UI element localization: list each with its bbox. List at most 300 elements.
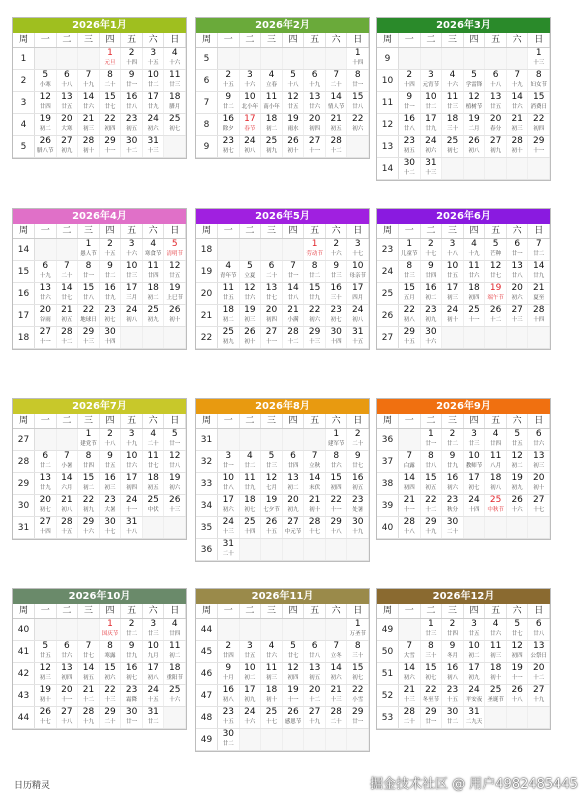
day-cell: [164, 641, 186, 662]
week-row: [196, 619, 369, 641]
empty-day-cell: [240, 48, 262, 69]
day-number: 18: [169, 92, 181, 102]
day-cell: [261, 663, 283, 684]
day-cell: [304, 685, 326, 706]
lunar-label: 十九: [309, 719, 321, 725]
week-number: 22: [196, 327, 218, 348]
day-cell: [399, 261, 421, 282]
lunar-label: 廿五: [169, 273, 181, 279]
day-number: 17: [147, 92, 159, 102]
lunar-label: 初十: [244, 339, 256, 345]
lunar-label: 初十: [39, 697, 51, 703]
day-number: 6: [492, 70, 499, 80]
day-cell: [326, 641, 348, 662]
day-cell: [164, 70, 186, 91]
day-number: 18: [489, 473, 502, 483]
lunar-label: 初四: [468, 295, 480, 301]
empty-day-cell: [283, 619, 305, 640]
day-number: 15: [352, 663, 364, 673]
weekday-label: 日: [164, 33, 186, 47]
day-number: 26: [265, 517, 278, 527]
weekday-label: 六: [507, 33, 529, 47]
empty-day-cell: [507, 158, 529, 179]
day-cell: [347, 48, 369, 69]
day-number: 22: [104, 114, 116, 124]
day-number: 20: [61, 114, 73, 124]
day-cell: [304, 641, 326, 662]
day-number: 17: [446, 283, 459, 293]
lunar-label: 十四: [330, 339, 342, 345]
lunar-label: 立春: [265, 82, 277, 88]
day-cell: [121, 283, 143, 304]
day-number: 26: [169, 305, 181, 315]
day-cell: [240, 305, 262, 326]
footer-label: 日历精灵: [14, 781, 51, 791]
day-number: 3: [471, 619, 477, 629]
empty-day-cell: [240, 539, 262, 560]
lunar-label: 初九: [82, 507, 94, 513]
day-number: 16: [446, 663, 459, 673]
lunar-label: 二九天: [465, 719, 483, 725]
day-cell: [507, 685, 529, 706]
week-number: 18: [13, 327, 35, 348]
weekday-header: [13, 224, 186, 239]
day-number: 12: [169, 261, 181, 271]
day-number: 26: [39, 707, 52, 717]
day-cell: [442, 451, 464, 472]
lunar-label: 十五: [222, 719, 234, 725]
lunar-label: 初五: [403, 148, 415, 154]
lunar-label: 初五: [126, 126, 138, 132]
day-number: 9: [128, 70, 135, 80]
lunar-label: 初九: [61, 148, 73, 154]
week-number: 40: [377, 517, 399, 538]
empty-day-cell: [57, 429, 79, 450]
empty-day-cell: [78, 48, 100, 69]
day-cell: [485, 495, 507, 516]
week-number: 26: [377, 305, 399, 326]
day-number: 17: [222, 495, 235, 505]
lunar-label: 初六: [104, 675, 116, 681]
day-cell: [421, 429, 443, 450]
day-number: 26: [511, 685, 523, 695]
day-number: 13: [61, 92, 73, 102]
lunar-label: 十八: [446, 251, 458, 257]
weekday-label: 六: [326, 414, 348, 428]
day-number: 12: [244, 283, 256, 293]
day-number: 19: [244, 305, 256, 315]
weekday-label: 一: [399, 414, 421, 428]
lunar-label: 十九: [309, 82, 321, 88]
day-cell: [399, 92, 421, 113]
lunar-label: 十二: [126, 148, 138, 154]
lunar-label: 初六: [425, 148, 437, 154]
weekday-label: 五: [485, 414, 507, 428]
day-cell: [164, 685, 186, 706]
day-number: 10: [425, 92, 437, 102]
day-cell: [304, 239, 326, 260]
day-cell: [57, 114, 79, 135]
day-cell: [326, 707, 348, 728]
week-number: 13: [377, 136, 399, 157]
lunar-label: 初六: [147, 126, 159, 132]
lunar-label: 春分: [490, 126, 502, 132]
empty-day-cell: [35, 48, 57, 69]
week-row: [196, 261, 369, 283]
day-cell: [304, 517, 326, 538]
lunar-label: 九月: [147, 653, 159, 659]
lunar-label: 廿四: [222, 653, 234, 659]
lunar-label: 十八: [104, 441, 116, 447]
lunar-label: 处暑: [352, 507, 364, 513]
empty-day-cell: [399, 429, 421, 450]
week-number: 19: [196, 261, 218, 282]
lunar-label: 冬月: [446, 653, 458, 659]
day-cell: [78, 495, 100, 516]
empty-day-cell: [35, 429, 57, 450]
day-number: 14: [82, 663, 95, 673]
day-number: 2: [128, 48, 135, 58]
day-cell: [464, 261, 486, 282]
day-cell: [485, 451, 507, 472]
weekday-label: 一: [218, 224, 240, 238]
lunar-label: 廿八: [82, 295, 94, 301]
day-number: 24: [125, 495, 138, 505]
week-row: [377, 473, 550, 495]
lunar-label: 二十: [330, 719, 342, 725]
day-cell: [261, 305, 283, 326]
day-number: 9: [406, 92, 413, 102]
lunar-label: 廿六: [82, 104, 94, 110]
day-number: 23: [125, 114, 138, 124]
day-cell: [347, 327, 369, 348]
weekday-label: 五: [485, 33, 507, 47]
day-number: 22: [308, 305, 321, 315]
week-number: 15: [13, 261, 35, 282]
day-number: 18: [265, 114, 278, 124]
day-number: 25: [489, 685, 502, 695]
day-cell: [261, 641, 283, 662]
day-cell: [485, 619, 507, 640]
empty-day-cell: [421, 48, 443, 69]
lunar-label: 初九: [511, 485, 523, 491]
day-cell: [399, 707, 421, 728]
day-cell: [399, 239, 421, 260]
day-number: 27: [489, 136, 502, 146]
month-title: 2026年8月: [196, 399, 369, 414]
day-cell: [78, 239, 100, 260]
day-number: 1: [535, 48, 542, 58]
day-cell: [100, 239, 122, 260]
lunar-label: 十二: [533, 675, 545, 681]
lunar-label: 十三: [147, 148, 159, 154]
lunar-label: 廿六: [39, 295, 51, 301]
weekday-label: 周: [196, 604, 218, 618]
day-number: 4: [171, 48, 178, 58]
empty-day-cell: [528, 517, 550, 538]
lunar-label: 初九: [265, 148, 277, 154]
day-number: 17: [352, 283, 364, 293]
day-cell: [57, 641, 79, 662]
day-cell: [304, 70, 326, 91]
day-cell: [143, 70, 165, 91]
day-number: 19: [511, 663, 523, 673]
day-number: 29: [533, 136, 545, 146]
lunar-label: 建党节: [80, 441, 97, 447]
day-cell: [485, 261, 507, 282]
day-cell: [528, 136, 550, 157]
day-cell: [57, 136, 79, 157]
lunar-label: 廿六: [511, 104, 523, 110]
day-cell: [326, 517, 348, 538]
day-cell: [326, 261, 348, 282]
lunar-label: 腊月: [169, 104, 181, 110]
day-cell: [326, 429, 348, 450]
lunar-label: 初二: [82, 485, 94, 491]
day-cell: [164, 473, 186, 494]
lunar-label: 廿二: [39, 463, 51, 469]
lunar-label: 五月: [403, 295, 415, 301]
week-row: [13, 473, 186, 495]
day-cell: [421, 305, 443, 326]
weekday-label: 一: [35, 224, 57, 238]
day-cell: [121, 136, 143, 157]
empty-day-cell: [57, 48, 79, 69]
lunar-label: 初六: [309, 317, 321, 323]
lunar-label: 初四: [511, 653, 523, 659]
day-number: 6: [535, 619, 542, 629]
day-cell: [240, 517, 262, 538]
lunar-label: 十二: [61, 339, 73, 345]
weekday-label: 周: [196, 414, 218, 428]
weekday-label: 五: [304, 224, 326, 238]
day-cell: [164, 619, 186, 640]
day-number: 19: [287, 114, 299, 124]
day-cell: [240, 641, 262, 662]
day-number: 8: [85, 261, 92, 271]
week-row: [377, 261, 550, 283]
weekday-label: 六: [507, 414, 529, 428]
day-cell: [143, 283, 165, 304]
day-number: 18: [169, 663, 181, 673]
week-row: [377, 70, 550, 92]
week-row: [196, 136, 369, 158]
day-cell: [528, 70, 550, 91]
day-number: 11: [468, 261, 480, 271]
lunar-label: 二十: [147, 441, 159, 447]
day-cell: [485, 429, 507, 450]
lunar-label: 十六: [425, 339, 437, 345]
day-number: 4: [171, 619, 178, 629]
empty-day-cell: [442, 158, 464, 179]
day-number: 8: [535, 70, 542, 80]
day-number: 25: [489, 495, 502, 505]
day-number: 10: [446, 261, 459, 271]
day-number: 9: [107, 261, 113, 271]
lunar-label: 南小年: [263, 104, 280, 110]
empty-day-cell: [240, 239, 262, 260]
day-cell: [464, 451, 486, 472]
empty-day-cell: [399, 48, 421, 69]
lunar-label: 廿三: [468, 441, 480, 447]
day-cell: [304, 707, 326, 728]
day-number: 23: [104, 495, 116, 505]
day-number: 1: [85, 239, 92, 249]
empty-day-cell: [326, 48, 348, 69]
lunar-label: 初七: [446, 148, 458, 154]
day-number: 27: [533, 495, 545, 505]
weekday-label: 周: [377, 224, 399, 238]
day-number: 15: [308, 283, 321, 293]
lunar-label: 十三: [425, 170, 437, 176]
lunar-label: 二十: [403, 719, 415, 725]
day-number: 1: [107, 48, 113, 58]
lunar-label: 初八: [468, 148, 480, 154]
lunar-label: 二十: [104, 82, 116, 88]
lunar-label: 十五: [61, 529, 73, 535]
day-cell: [464, 114, 486, 135]
day-number: 29: [425, 517, 437, 527]
day-number: 19: [39, 685, 52, 695]
day-number: 1: [406, 239, 413, 249]
day-cell: [78, 685, 100, 706]
day-cell: [57, 92, 79, 113]
day-number: 31: [147, 707, 159, 717]
lunar-label: 廿一: [126, 719, 138, 725]
day-cell: [304, 495, 326, 516]
month-title: 2026年10月: [13, 589, 186, 604]
lunar-label: 廿六: [61, 653, 73, 659]
lunar-label: 十五: [446, 697, 458, 703]
lunar-label: 廿八: [403, 126, 415, 132]
empty-day-cell: [464, 327, 486, 348]
day-cell: [164, 92, 186, 113]
day-number: 21: [330, 114, 342, 124]
lunar-label: 十四: [104, 339, 116, 345]
week-row: [13, 283, 186, 305]
day-number: 20: [308, 114, 321, 124]
day-cell: [57, 707, 79, 728]
week-number: 5: [13, 136, 35, 157]
month-block: [195, 588, 370, 752]
weekday-label: 六: [143, 33, 165, 47]
day-cell: [143, 473, 165, 494]
day-number: 8: [107, 641, 113, 651]
weekday-label: 二: [421, 224, 443, 238]
day-number: 24: [244, 136, 256, 146]
day-number: 10: [468, 451, 480, 461]
day-number: 31: [125, 517, 138, 527]
lunar-label: 公祭日: [530, 653, 548, 659]
day-number: 16: [104, 473, 116, 483]
week-row: [377, 495, 550, 517]
month-title: 2026年2月: [196, 18, 369, 33]
lunar-label: 青年节: [220, 273, 237, 279]
week-row: [196, 48, 369, 70]
day-cell: [164, 495, 186, 516]
day-number: 5: [42, 70, 49, 80]
week-number: 44: [196, 619, 218, 640]
lunar-label: 十八: [403, 529, 415, 535]
day-cell: [143, 707, 165, 728]
week-row: [377, 663, 550, 685]
day-cell: [121, 685, 143, 706]
day-cell: [121, 619, 143, 640]
day-number: 13: [308, 663, 321, 673]
day-cell: [240, 327, 262, 348]
day-cell: [143, 136, 165, 157]
day-number: 29: [104, 707, 116, 717]
day-cell: [507, 663, 529, 684]
lunar-label: 廿九: [244, 485, 256, 491]
lunar-label: 情人节: [327, 104, 345, 110]
day-cell: [164, 48, 186, 69]
day-number: 22: [425, 685, 437, 695]
week-row: [377, 239, 550, 261]
day-number: 9: [225, 663, 232, 673]
week-row: [13, 261, 186, 283]
day-cell: [485, 239, 507, 260]
weekday-label: 五: [485, 224, 507, 238]
lunar-label: 十四: [403, 82, 415, 88]
empty-day-cell: [261, 239, 283, 260]
lunar-label: 地球日: [80, 317, 97, 323]
day-cell: [399, 451, 421, 472]
week-row: [13, 495, 186, 517]
empty-day-cell: [399, 619, 421, 640]
day-cell: [399, 663, 421, 684]
day-number: 28: [403, 707, 416, 717]
lunar-label: 初五: [61, 317, 73, 323]
week-number: 39: [377, 495, 399, 516]
week-number: 47: [196, 685, 218, 706]
day-number: 7: [290, 261, 296, 271]
lunar-label: 建军节: [327, 441, 345, 447]
week-number: 14: [13, 239, 35, 260]
day-number: 16: [403, 114, 416, 124]
week-number: 38: [377, 473, 399, 494]
day-number: 9: [428, 261, 434, 271]
day-number: 30: [425, 327, 437, 337]
day-number: 5: [171, 429, 178, 439]
day-cell: [143, 685, 165, 706]
day-cell: [143, 619, 165, 640]
day-number: 25: [265, 136, 278, 146]
day-number: 16: [222, 685, 235, 695]
day-number: 24: [352, 305, 364, 315]
empty-day-cell: [35, 239, 57, 260]
day-number: 19: [468, 114, 480, 124]
week-number: 10: [377, 70, 399, 91]
day-cell: [442, 305, 464, 326]
empty-day-cell: [326, 539, 348, 560]
lunar-label: 十二: [309, 697, 321, 703]
day-number: 9: [225, 92, 232, 102]
day-cell: [240, 92, 262, 113]
lunar-label: 初六: [222, 507, 234, 513]
day-cell: [421, 495, 443, 516]
day-cell: [442, 261, 464, 282]
lunar-label: 清明节: [166, 251, 184, 257]
lunar-label: 初七: [468, 485, 480, 491]
lunar-label: 上巳节: [166, 295, 184, 301]
day-cell: [35, 517, 57, 538]
day-number: 15: [104, 92, 116, 102]
empty-day-cell: [164, 517, 186, 538]
week-number: 24: [377, 261, 399, 282]
day-cell: [485, 283, 507, 304]
weekday-label: 一: [35, 604, 57, 618]
